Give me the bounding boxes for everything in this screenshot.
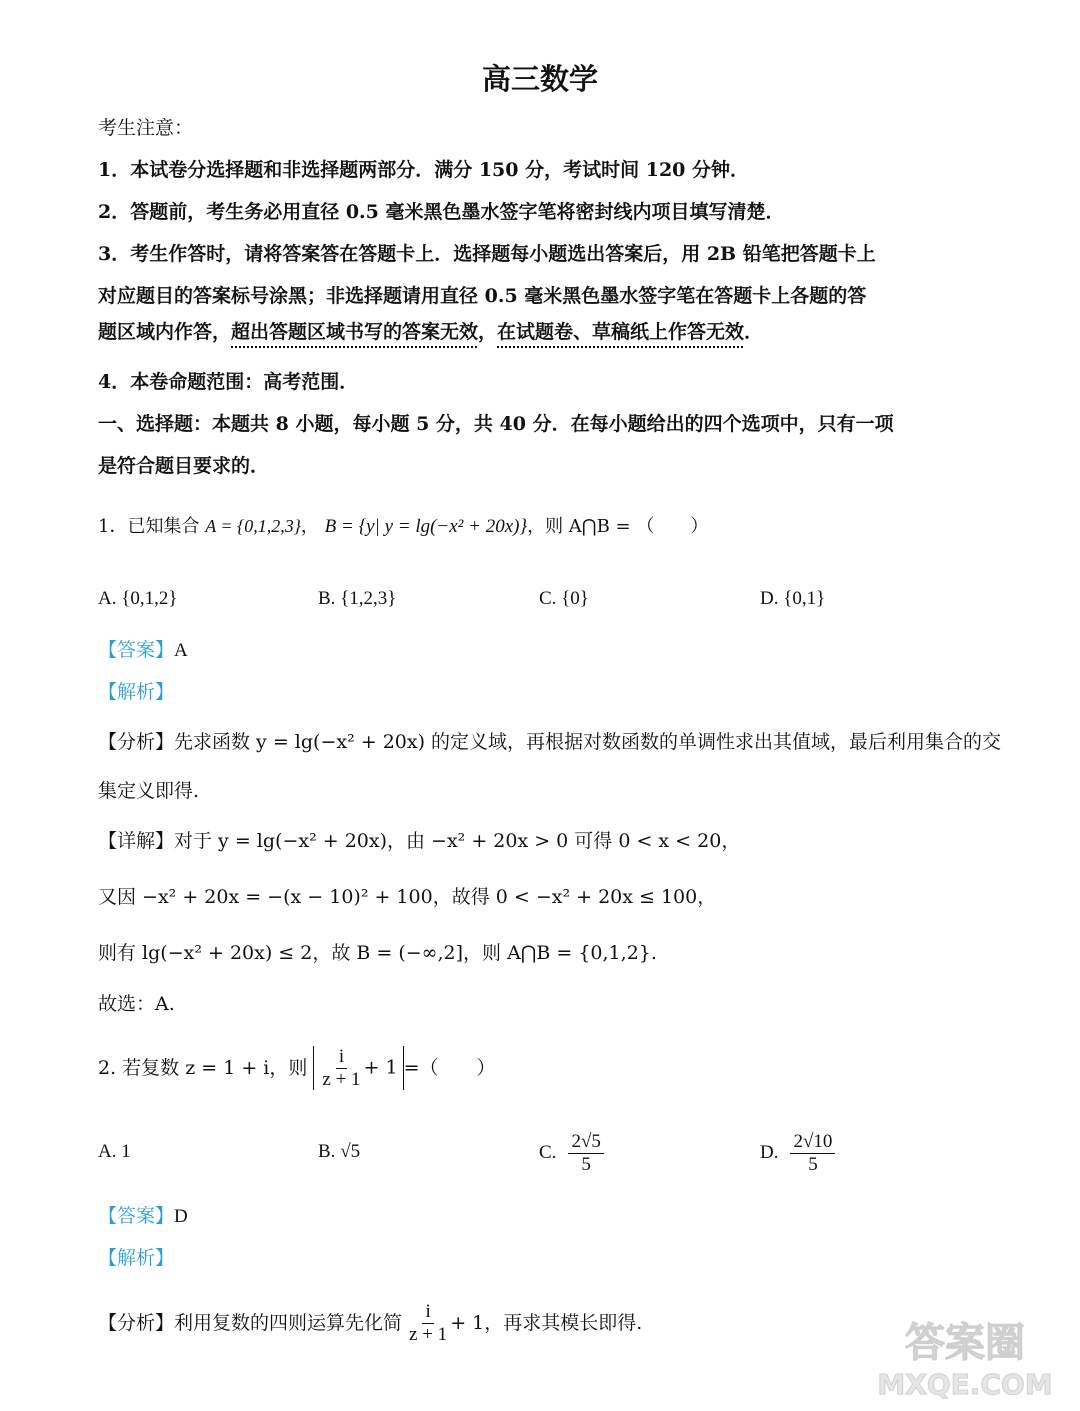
q2-fenxi-pre: 利用复数的四则运算先化简 bbox=[174, 1311, 403, 1334]
q1-option-a: A. {0,1,2} bbox=[98, 588, 178, 609]
page-title: 高三数学 bbox=[481, 62, 598, 96]
watermark-logo-graphic bbox=[870, 1308, 1060, 1403]
q1-stem-post: ，则 A⋂B = （ ） bbox=[527, 516, 709, 537]
notice-item-2: 2．答题前，考生务必用直径 0.5 毫米黑色墨水签字笔将密封线内项目填写清楚． bbox=[98, 201, 785, 223]
notice-heading: 考生注意： bbox=[98, 117, 194, 139]
q1-option-d: D. {0,1} bbox=[760, 588, 826, 609]
q1-fenxi-tag: 【分析】 bbox=[98, 731, 175, 753]
q1-xiangjie-tag: 【详解】 bbox=[98, 830, 175, 852]
q2-option-a: A. 1 bbox=[98, 1141, 131, 1162]
q2-option-d bbox=[760, 1126, 835, 1180]
notice-item-1: 1．本试卷分选择题和非选择题两部分．满分 150 分，考试时间 120 分钟． bbox=[98, 159, 750, 181]
q2-abs-expression bbox=[313, 1046, 403, 1091]
q1-set-b: B = {y| y = lg(−x² + 20x)} bbox=[324, 516, 528, 537]
q2-stem-pre: 2. 若复数 z = 1 + i，则 bbox=[98, 1056, 308, 1079]
q1-conclusion: 故选：A. bbox=[98, 993, 175, 1015]
q2-option-d-den: 5 bbox=[808, 1153, 818, 1175]
q1-stem bbox=[98, 516, 708, 539]
q2-option-c-frac bbox=[568, 1131, 603, 1176]
q1-option-c: C. {0} bbox=[539, 588, 589, 609]
q1-fenxi-line-1 bbox=[98, 731, 1001, 754]
q2-fenxi-tag: 【分析】 bbox=[98, 1311, 175, 1334]
section1-line-2: 是符合题目要求的． bbox=[98, 455, 270, 477]
q1-xiangjie-line-2: 又因 −x² + 20x = −(x − 10)² + 100，故得 0 < −x² + 20x ≤ 100， bbox=[98, 886, 717, 908]
emphasis-invalid-area: 超出答题区域书写的答案无效 bbox=[231, 321, 479, 343]
q2-plus-one: + 1 bbox=[363, 1056, 398, 1078]
q1-answer-tag: 【答案】 bbox=[98, 639, 175, 661]
q2-fenxi bbox=[98, 1296, 642, 1350]
q2-frac-den: z + 1 bbox=[322, 1068, 361, 1090]
q1-stem-pre: 1．已知集合 bbox=[98, 516, 200, 537]
watermark-line-2: MXQE.COM bbox=[877, 1368, 1053, 1401]
q1-option-b: B. {1,2,3} bbox=[318, 588, 397, 609]
q1-fenxi-line-2: 集定义即得. bbox=[98, 780, 200, 802]
q2-option-c-num: 2√5 bbox=[568, 1131, 603, 1154]
q2-fraction bbox=[319, 1046, 363, 1091]
notice-item-4: 4．本卷命题范围：高考范围． bbox=[98, 371, 359, 393]
notice-item-3-line-2: 对应题目的答案标号涂黑；非选择题请用直径 0.5 毫米黑色墨水签字笔在答题卡上各题的答 bbox=[98, 285, 867, 307]
q2-fenxi-frac-den: z + 1 bbox=[409, 1323, 448, 1345]
notice-item-3-pre: 题区域内作答， bbox=[98, 321, 232, 343]
q2-answer bbox=[98, 1205, 188, 1229]
q2-fenxi-frac bbox=[406, 1301, 450, 1346]
notice-item-3-end: ． bbox=[744, 321, 764, 343]
q2-option-d-frac bbox=[790, 1131, 835, 1176]
q2-option-b bbox=[318, 1141, 360, 1163]
q1-comma: ， bbox=[300, 516, 319, 537]
q1-answer bbox=[98, 639, 188, 663]
q2-answer-value: D bbox=[174, 1206, 188, 1227]
q2-option-c-label: C. bbox=[539, 1142, 557, 1163]
q1-xiangjie-line-3: 则有 lg(−x² + 20x) ≤ 2，故 B = (−∞,2]，则 A⋂B = {0,1,2}. bbox=[98, 942, 657, 964]
notice-item-3-line-3 bbox=[98, 321, 763, 344]
q1-xiangjie-line-1 bbox=[98, 830, 740, 853]
watermark-line-1: 答案圈 bbox=[905, 1320, 1025, 1366]
q2-stem bbox=[98, 1040, 496, 1096]
q2-option-b-label: B. bbox=[318, 1141, 336, 1162]
q2-answer-tag: 【答案】 bbox=[98, 1205, 175, 1227]
watermark-logo bbox=[870, 1308, 1060, 1403]
q1-answer-value: A bbox=[174, 640, 188, 661]
q2-option-d-num: 2√10 bbox=[790, 1131, 835, 1154]
q2-fenxi-frac-num: i bbox=[422, 1301, 433, 1324]
q1-xiangjie-text: 对于 y = lg(−x² + 20x)，由 −x² + 20x > 0 可得 0 < x < 20， bbox=[174, 830, 741, 852]
q1-fenxi-text: 先求函数 y = lg(−x² + 20x) 的定义域，再根据对数函数的单调性求出其值域，最后利用集合的交 bbox=[174, 731, 1002, 753]
q2-option-c-den: 5 bbox=[581, 1153, 591, 1175]
q2-frac-num: i bbox=[336, 1046, 347, 1069]
q2-fenxi-post: + 1，再求其模长即得. bbox=[450, 1311, 643, 1334]
notice-item-3-mid: ， bbox=[478, 321, 498, 343]
section1-line-1: 一、选择题：本题共 8 小题，每小题 5 分，共 40 分．在每小题给出的四个选项中，只有一项 bbox=[98, 413, 894, 435]
q2-option-d-label: D. bbox=[760, 1142, 779, 1163]
q2-stem-post: =（ ） bbox=[403, 1056, 496, 1079]
emphasis-invalid-paper: 在试题卷、草稿纸上作答无效 bbox=[497, 321, 745, 343]
q1-set-a: A = {0,1,2,3} bbox=[205, 516, 301, 536]
q1-analysis-tag: 【解析】 bbox=[98, 681, 175, 703]
q2-analysis-tag: 【解析】 bbox=[98, 1247, 175, 1269]
q2-option-c bbox=[539, 1126, 604, 1180]
q2-option-b-value: √5 bbox=[340, 1141, 361, 1162]
notice-item-3-line-1: 3．考生作答时，请将答案答在答题卡上．选择题每小题选出答案后，用 2B 铅笔把答题卡上 bbox=[98, 243, 876, 265]
